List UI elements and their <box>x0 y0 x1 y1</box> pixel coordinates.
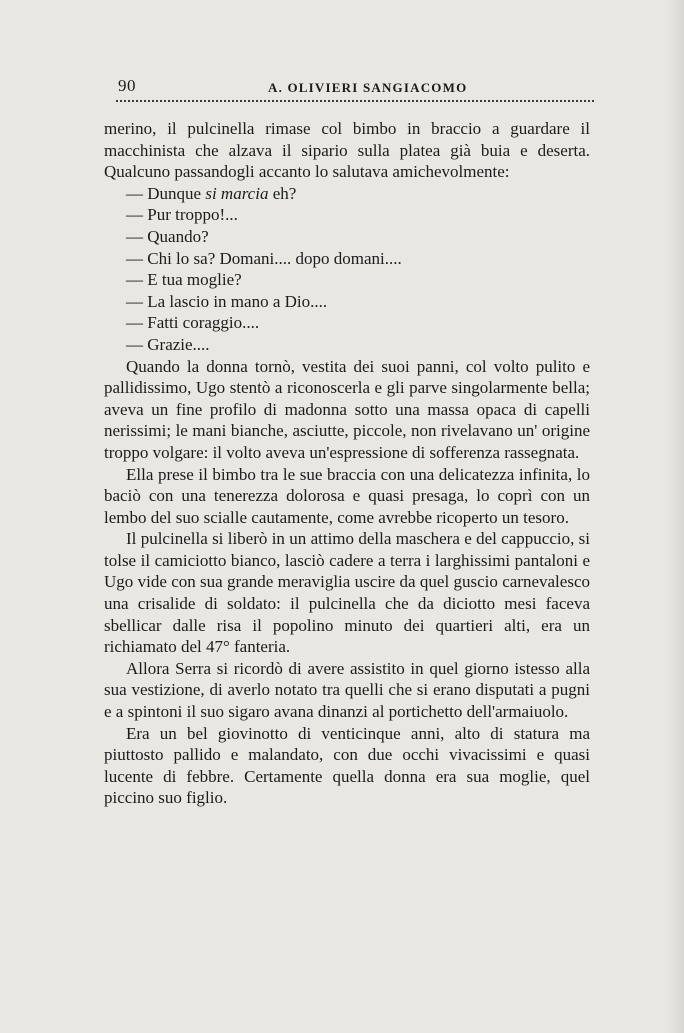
paragraph: Quando la donna tornò, vestita dei suoi panni, col volto pulito e pallidissimo, Ugo stentò a riconoscerla e gli parve singolarmente bella; aveva un fine profilo di madonna sotto una massa opaca di capelli nerissimi; le mani bianche, asciutte, piccole, non rivelavano un' origine troppo volgare: il volto aveva un'espressione di sofferenza rassegnata. <box>104 356 590 462</box>
page-number: 90 <box>118 76 136 95</box>
dialogue-line: — Fatti coraggio.... <box>126 313 260 333</box>
paragraph: Allora Serra si ricordò di avere assistito in quel giorno istesso alla sua vestizione, di averlo notato tra quelli che si erano disputati a pugni e a spintoni il suo sigaro avana dinanzi al portichetto dell'armaiuolo. <box>104 658 590 722</box>
dialogue-line: — E tua moglie? <box>126 270 242 290</box>
dialogue-line: — Pur troppo!... <box>126 205 238 225</box>
paragraph: Era un bel giovinotto di venticinque anni, alto di statura ma piuttosto pallido e malandato, con due occhi vivacissimi e quasi lucente di febbre. Certamente quella donna era sua moglie, quel piccino suo figlio. <box>104 723 590 808</box>
dialogue-line: — Chi lo sa? Domani.... dopo domani.... <box>126 248 402 268</box>
dialogue-text: — Dunque <box>126 183 206 203</box>
dialogue-line: — Grazie.... <box>126 334 210 354</box>
dialogue-line: — Quando? <box>126 226 209 246</box>
running-title: A. OLIVIERI SANGIACOMO <box>268 80 468 95</box>
dialogue-emphasis: si marcia <box>205 183 269 203</box>
header-dotted-rule <box>116 100 594 102</box>
page-edge-shadow <box>666 0 684 1033</box>
dialogue-line <box>104 183 590 205</box>
dialogue-text: eh? <box>268 183 297 203</box>
running-head <box>116 74 594 104</box>
dialogue-line: — La lascio in mano a Dio.... <box>126 291 328 311</box>
paragraph: Il pulcinella si liberò in un attimo della maschera e del cappuccio, si tolse il camiciotto bianco, lasciò cadere a terra i larghissimi pantaloni e Ugo vide con sua grande meraviglia uscire da quel guscio carnevalesco una crisalide di soldato: il pulcinella che da diciotto mesi faceva sbellicar dalle risa il popolino minuto dei quartieri alti, era un richiamato del 47° fanteria. <box>104 529 590 657</box>
opening-paragraph: merino, il pulcinella rimase col bimbo in braccio a guardare il macchinista che alzava il sipario sulla platea già buia e deserta. Qualcuno passandogli accanto lo salutava amichevolmente: <box>104 119 590 182</box>
body-text <box>104 118 590 809</box>
paragraph: Ella prese il bimbo tra le sue braccia con una delicatezza infinita, lo baciò con una tenerezza dolorosa e quasi presaga, lo coprì con un lembo del suo scialle cautamente, come avrebbe ricoperto un tesoro. <box>104 464 590 527</box>
